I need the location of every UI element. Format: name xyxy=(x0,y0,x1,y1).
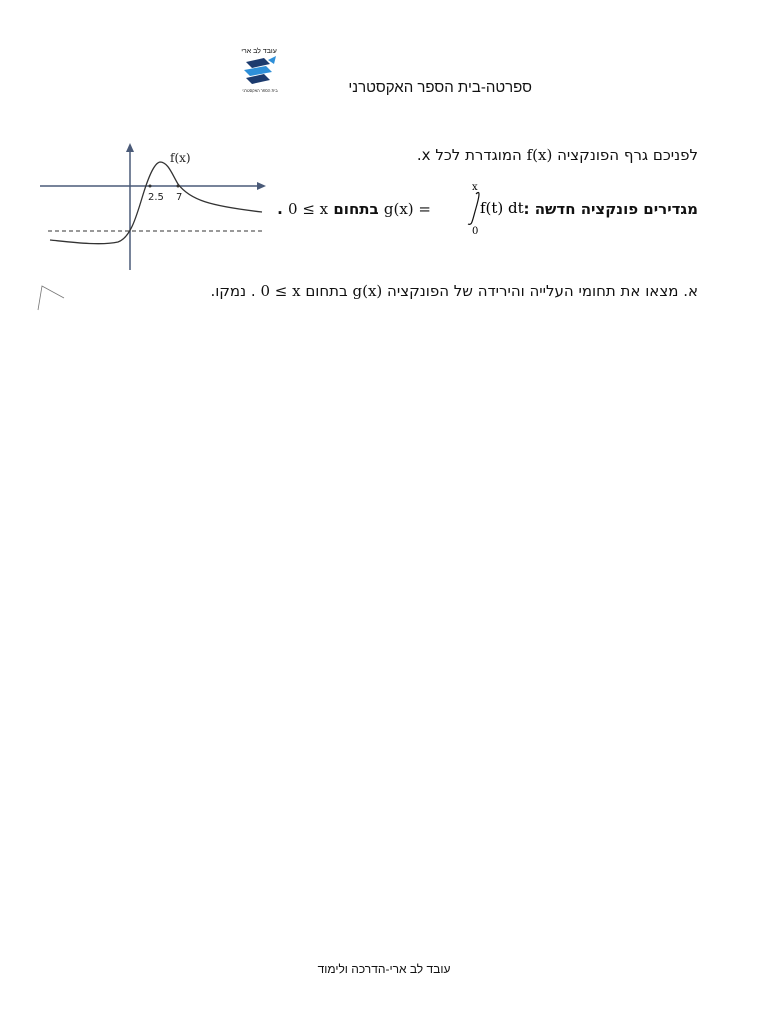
question-part-a xyxy=(210,282,698,300)
definition-text-a: מגדירים פונקציה חדשה : xyxy=(523,200,698,218)
tick-label-7: 7 xyxy=(176,192,183,203)
intro-text-b: המוגדרת לכל x. xyxy=(416,146,522,164)
function-graph xyxy=(30,138,272,278)
x-axis-arrow-icon xyxy=(257,182,266,190)
pencil-mark-icon xyxy=(34,282,74,312)
logo-caption: עובד לב ארי xyxy=(241,48,277,55)
integral-sign-icon xyxy=(468,193,479,225)
integral-expression xyxy=(462,180,532,236)
page-title: ספרטה-בית הספר האקסטרני xyxy=(348,79,532,96)
part-a-gx: g(x) xyxy=(352,282,383,300)
tick-mark-2-5 xyxy=(149,185,152,188)
integral-upper-limit: x xyxy=(472,182,478,193)
definition-gx: g(x) = xyxy=(383,200,431,218)
logo-subcaption: בית הספר האקסטרני xyxy=(242,88,278,93)
definition-text-b: בתחום xyxy=(333,200,379,218)
intro-fx: f(x) xyxy=(526,146,553,164)
part-a-text-a: מצאו את תחומי העלייה והירידה של הפונקציה xyxy=(387,282,679,300)
integral-lower-limit: 0 xyxy=(472,226,479,236)
page-footer: עובד לב ארי-הדרכה ולימוד xyxy=(317,962,451,976)
y-axis-arrow-icon xyxy=(126,143,134,152)
part-a-text-b: בתחום xyxy=(305,282,348,300)
part-a-domain: 0 ≤ x xyxy=(260,282,301,300)
definition-domain: 0 ≤ x xyxy=(288,200,329,218)
definition-end: . xyxy=(277,200,283,218)
tick-mark-7 xyxy=(177,185,180,188)
intro-text-a: לפניכם גרף הפונקציה xyxy=(557,146,698,164)
integral-integrand: f(t) dt xyxy=(480,199,524,217)
part-a-end: . נמקו. xyxy=(210,282,256,300)
part-a-label: א. xyxy=(683,282,698,300)
tick-label-2-5: 2.5 xyxy=(148,192,164,203)
question-intro xyxy=(417,146,698,164)
curve-label: f(x) xyxy=(170,151,191,165)
